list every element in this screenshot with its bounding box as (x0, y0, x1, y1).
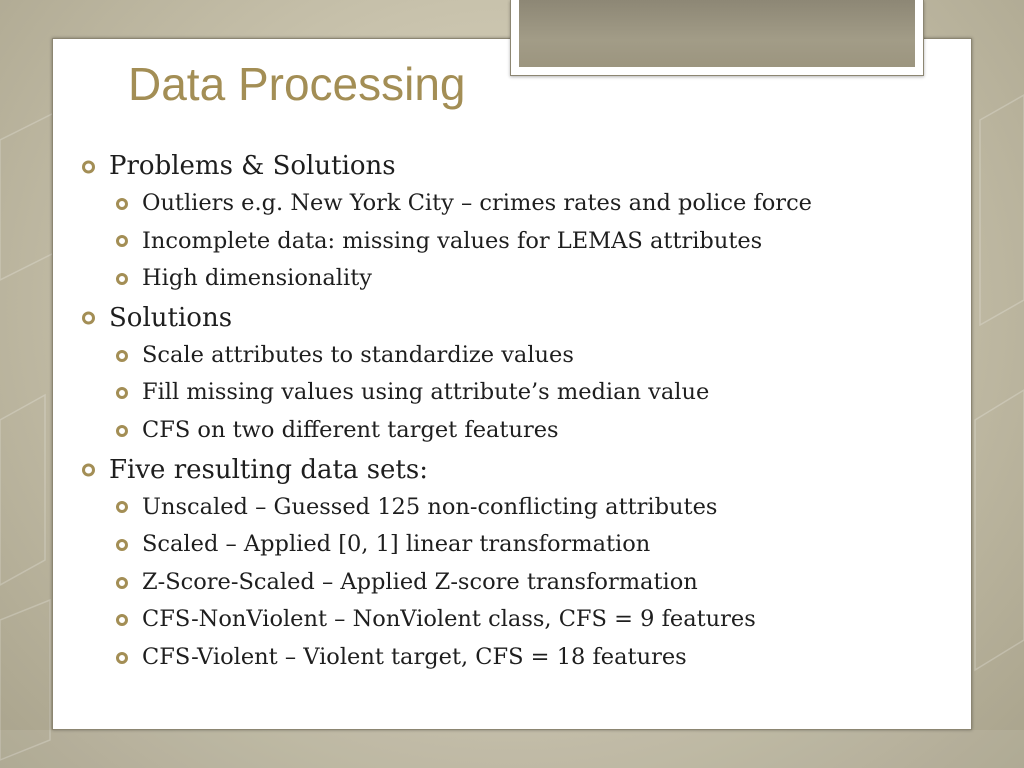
hollow-circle-bullet-icon (116, 350, 128, 362)
bullet-text: Solutions (109, 302, 233, 333)
hollow-circle-bullet-icon (116, 425, 128, 437)
hollow-circle-bullet-icon (116, 235, 128, 247)
bullet-text: Incomplete data: missing values for LEMAS attributes (142, 227, 763, 254)
bullet-text: Fill missing values using attribute’s median value (142, 379, 710, 406)
bullet-text: Z-Score-Scaled – Applied Z-score transformation (142, 568, 698, 595)
hollow-circle-bullet-icon (116, 273, 128, 285)
bullet-item (80, 223, 950, 261)
hollow-circle-bullet-icon (116, 501, 128, 513)
title-accent-frame (510, 0, 924, 76)
hollow-circle-bullet-icon (116, 387, 128, 399)
bullet-text: Unscaled – Guessed 125 non-conflicting attributes (142, 493, 718, 520)
bullet-item (80, 526, 950, 564)
bullet-item (80, 601, 950, 639)
bullet-text: Scaled – Applied [0, 1] linear transformation (142, 531, 651, 558)
slide-title: Data Processing (128, 58, 466, 110)
hollow-circle-bullet-icon (116, 539, 128, 551)
hollow-circle-bullet-icon (82, 464, 95, 477)
hollow-circle-bullet-icon (116, 652, 128, 664)
bullet-item (80, 374, 950, 412)
bullet-text: Outliers e.g. New York City – crimes rates and police force (142, 190, 812, 216)
bullet-text: High dimensionality (142, 265, 372, 292)
hollow-circle-bullet-icon (116, 614, 128, 626)
bullet-text: CFS-Violent – Violent target, CFS = 18 features (142, 643, 687, 670)
bullet-text: CFS-NonViolent – NonViolent class, CFS = 9 features (142, 606, 756, 633)
hollow-circle-bullet-icon (116, 577, 128, 589)
bullet-item (80, 300, 950, 337)
bullet-text: Five resulting data sets: (109, 454, 428, 485)
bullet-text: CFS on two different target features (142, 416, 559, 443)
bullet-item (80, 148, 950, 185)
bullet-text: Scale attributes to standardize values (142, 341, 574, 368)
bullet-text: Problems & Solutions (109, 151, 396, 181)
bullet-item (80, 639, 950, 677)
hollow-circle-bullet-icon (82, 312, 95, 325)
bullet-item (80, 489, 950, 527)
bullet-item (80, 337, 950, 375)
bullet-item (80, 564, 950, 602)
hollow-circle-bullet-icon (116, 198, 128, 210)
bullet-item (80, 412, 950, 450)
title-accent-fill (519, 0, 915, 67)
bullet-item (80, 260, 950, 298)
bullet-list (80, 146, 950, 677)
bullet-item (80, 185, 950, 223)
hollow-circle-bullet-icon (82, 160, 95, 173)
bullet-item (80, 452, 950, 489)
